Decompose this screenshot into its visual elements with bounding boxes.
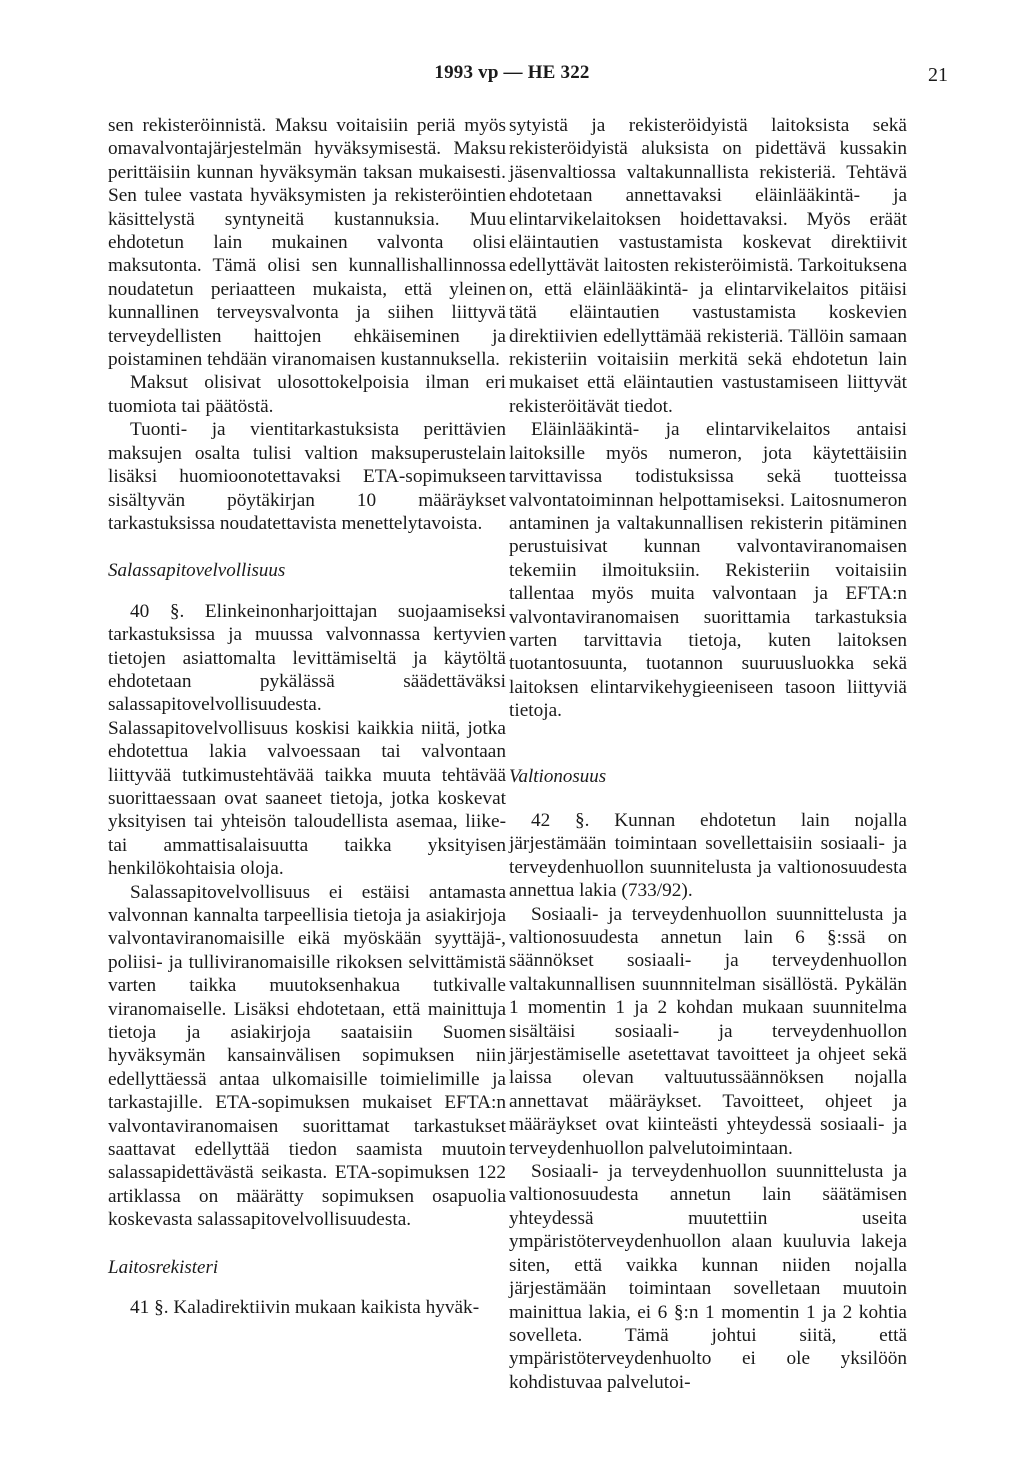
paragraph: 40 §. Elinkeinonharjoittajan suojaamiseksi tarkastuksissa ja muussa valvonnassa kertyvien tietojen asiattomalta levittämiseltä ja käytöltä ehdotetaan pykälässä säädettäväksi salassapitovelvollisuudesta. Salassapitovelvollisuus koskisi kaikkia niitä, jotka ehdotettua lakia valvoessaan tai valvontaan liittyvää tutkimustehtävää taikka muuta tehtävää suorittaessaan ovat saaneet tietoja, jotka koskevat yksityisen tai yhteisön taloudellista asemaa, liike- tai ammattisalaisuutta taikka yksityisen henkilökohtaisia oloja. <box>108 600 506 880</box>
right-column <box>509 114 907 1394</box>
page-number: 21 <box>928 64 948 86</box>
left-column <box>108 114 506 1320</box>
paragraph: Eläinlääkintä- ja elintarvikelaitos antaisi laitoksille myös numeron, jota käytettäisiin tarvittavissa todistuksissa sekä tuotteissa valvontatoiminnan helpottamiseksi. Laitosnumeron antaminen ja valtakunnallisen rekisterin pitäminen perustuisivat kunnan valvontaviranomaisen tekemiin ilmoituksiin. Rekisteriin voitaisiin tallentaa myös muita valvontaan ja EFTA:n valvontaviranomaisen suorittamia tarkastuksia varten tarvittavia tietoja, kuten laitoksen tuotantosuunta, tuotannon suuruusluokka sekä laitoksen elintarvikehygieeniseen tasoon liittyviä tietoja. <box>509 419 907 722</box>
paragraph: sytyistä ja rekisteröidyistä laitoksista sekä rekisteröidyistä aluksista on pidettävä kussakin jäsenvaltiossa valtakunnallista rekisteriä. Tehtävä ehdotetaan annettavaksi eläinlääkintä- ja elintarvikelaitoksen hoidettavaksi. Myös eräät eläintautien vastustamista koskevat direktiivit edellyttävät laitosten rekisteröimistä. Tarkoituksena on, että eläinlääkintä- ja elintarvikelaitos pitäisi tätä eläintautien vastustamista koskevien direktiivien edellyttämää rekisteriä. Tällöin samaan rekisteriin voitaisiin merkitä sekä ehdotetun lain mukaiset että eläintautien vastustamiseen liittyvät rekisteröitävät tiedot. <box>509 115 907 417</box>
section-heading-laitosrekisteri: Laitosrekisteri <box>108 1256 219 1278</box>
paragraph: Salassapitovelvollisuus ei estäisi antamasta valvonnan kannalta tarpeellisia tietoja ja asiakirjoja valvontaviranomaisille eikä myöskään syyttäjä-, poliisi- ja tulliviranomaisille rikoksen selvittämistä varten taikka muutoksenhakua tutkivalle viranomaiselle. Lisäksi ehdotetaan, että mainittuja tietoja ja asiakirjoja saataisiin Suomen hyväksymän kansainvälisen sopimuksen niin edellyttäessä antaa ulkomaisille toimielimille ja tarkastajille. ETA-sopimuksen mukaiset EFTA:n valvontaviranomaisen suorittamat tarkastukset saattavat edellyttää tiedon saamista muutoin salassapidettävästä seikasta. ETA-sopimuksen 122 artiklassa on määrätty sopimuksen osapuolia koskevasta salassapitovelvollisuudesta. <box>108 881 506 1231</box>
paragraph: 42 §. Kunnan ehdotetun lain nojalla järjestämään toimintaan sovellettaisiin sosiaali- ja terveydenhuollon suunnitelusta ja valtionosuudesta annettua lakia (733/92). <box>509 809 907 902</box>
paragraph: 41 §. Kaladirektiivin mukaan kaikista hyväk- <box>130 1297 480 1319</box>
paragraph: Maksut olisivat ulosottokelpoisia ilman eri tuomiota tai päätöstä. <box>108 372 506 417</box>
paragraph: Tuonti- ja vientitarkastuksista perittävien maksujen osalta tulisi valtion maksuperustelain lisäksi huomioonotettavaksi ETA-sopimukseen sisältyvän pöytäkirjan 10 määräykset tarkastuksissa noudatettavista menettelytavoista. <box>108 419 506 534</box>
paragraph: Sosiaali- ja terveydenhuollon suunnittelusta ja valtionosuudesta annetun lain säätämisen yhteydessä muutettiin useita ympäristöterveydenhuollon alaan kuuluvia lakeja siten, että vaikka kunnan niiden nojalla järjestämään toimintaan sovelletaan muutoin mainittua lakia, ei 6 §:n 1 momentin 1 ja 2 kohtia sovelleta. Tämä johtui siitä, että ympäristöterveydenhuolto ei ole yksilöön kohdistuvaa palvelutoi- <box>509 1161 907 1393</box>
paragraph: Sosiaali- ja terveydenhuollon suunnittelusta ja valtionosuudesta annetun lain 6 §:ssä on säännökset sosiaali- ja terveydenhuollon valtakunnallisen suunnnitelman sisällöstä. Pykälän 1 momentin 1 ja 2 kohdan mukaan suunnitelma sisältäisi sosiaali- ja terveydenhuollon järjestämiselle asetettavat tavoitteet ja ohjeet sekä laissa olevan valtuutussäännöksen nojalla annettavat määräykset. Tavoitteet, ohjeet ja määräykset ovat kiinteästi yhteydessä sosiaali- ja terveydenhuollon palvelutoimintaan. <box>509 903 907 1159</box>
paragraph: sen rekisteröinnistä. Maksu voitaisiin periä myös omavalvontajärjestelmän hyväksymisestä. Maksu perittäisiin kunnan hyväksymän taksan mukaisesti. Sen tulee vastata hyväksymisten ja rekisteröintien käsittelystä syntyneitä kustannuksia. Muu ehdotetun lain mukainen valvonta olisi maksutonta. Tämä olisi sen kunnallishallinnossa noudatetun periaatteen mukaista, että yleinen kunnallinen terveysvalvonta ja siihen liittyvä terveydellisten haittojen ehkäiseminen ja poistaminen tehdään viranomaisen kustannuksella. <box>108 115 506 371</box>
section-heading-valtionosuus: Valtionosuus <box>509 765 607 787</box>
section-heading-salassapitovelvollisuus: Salassapitovelvollisuus <box>108 560 286 582</box>
running-header-title: 1993 vp — HE 322 <box>434 62 590 83</box>
